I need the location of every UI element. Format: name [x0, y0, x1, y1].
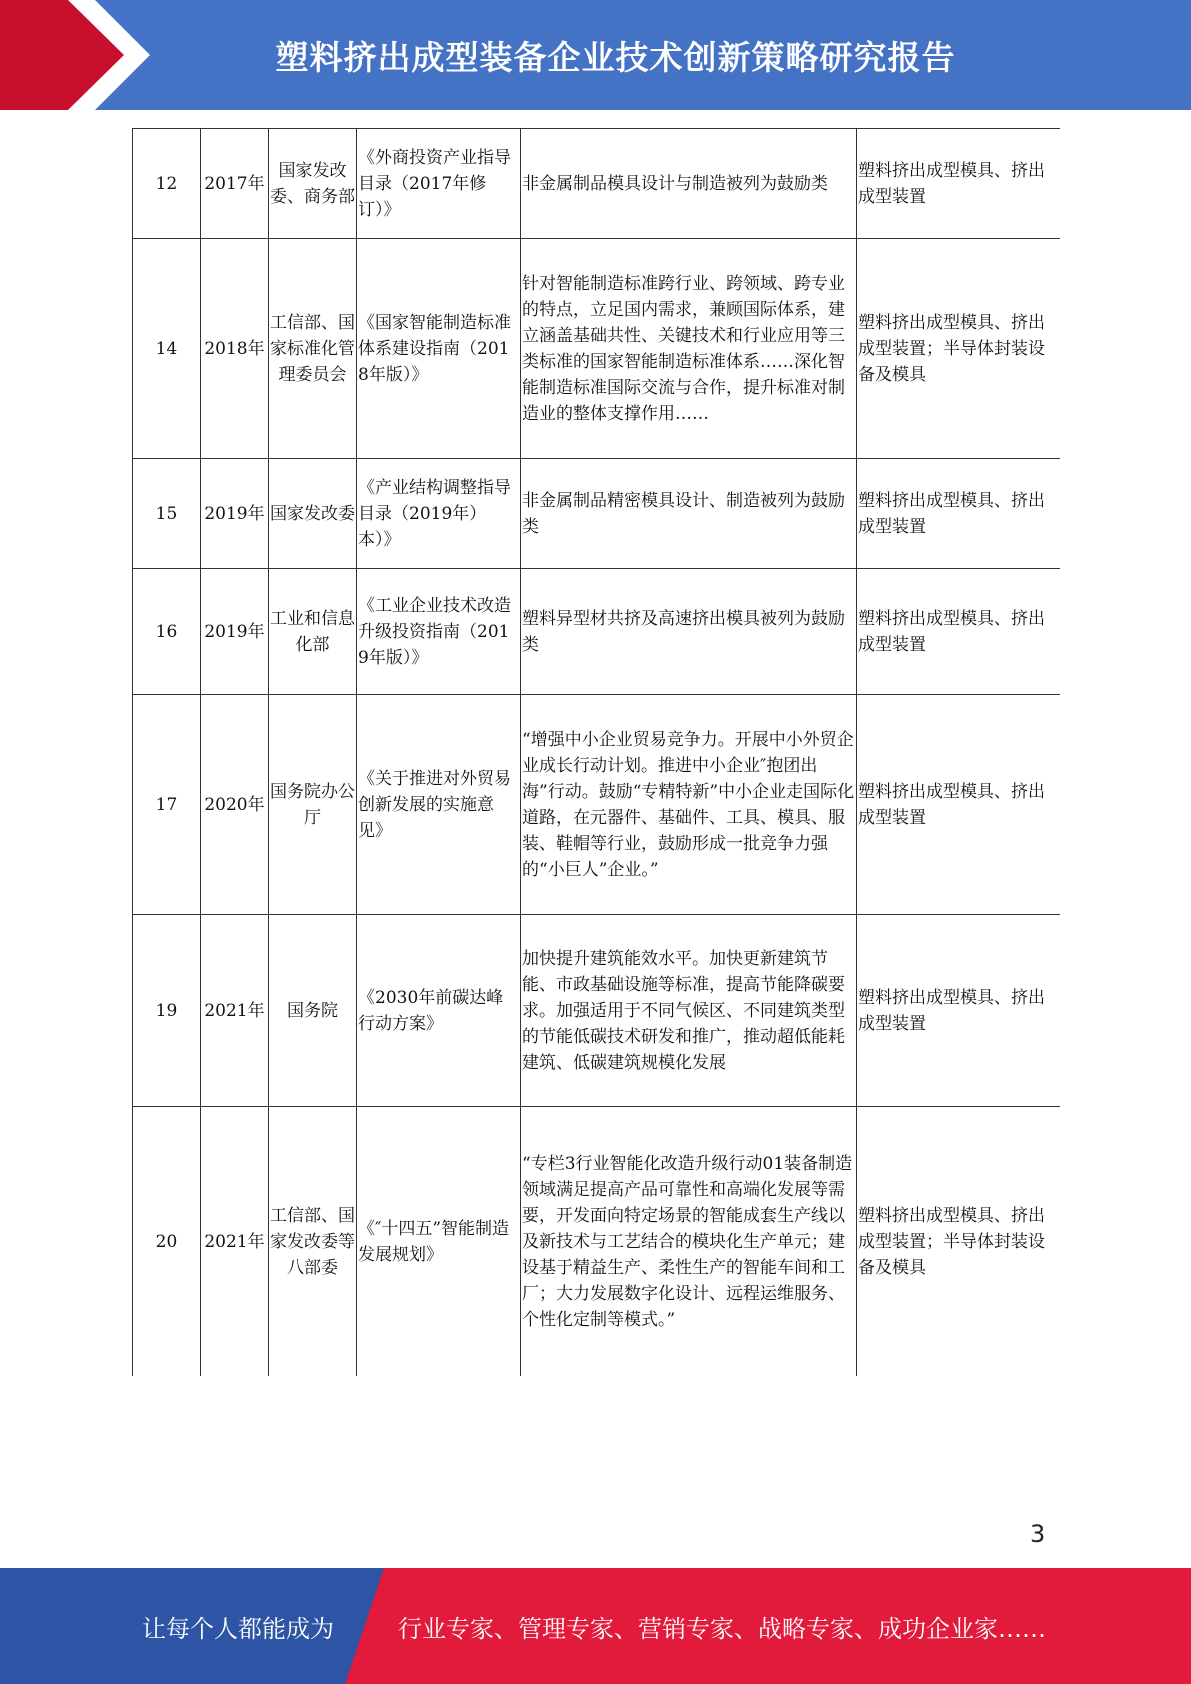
row-content: 针对智能制造标准跨行业、跨领域、跨专业的特点，立足国内需求，兼顾国际体系，建立涵盖基础共性、关键技术和行业应用等三类标准的国家智能制造标准体系……深化智能制造标准国际交流与合作，提升标准对制造业的整体支撑作用……	[521, 239, 857, 459]
row-year: 2021年	[201, 1107, 269, 1377]
row-department: 国务院办公厅	[269, 695, 357, 915]
row-number: 15	[133, 459, 201, 569]
table-row	[133, 129, 1061, 239]
row-department: 工业和信息化部	[269, 569, 357, 695]
table-row	[133, 695, 1061, 915]
row-content: 非金属制品精密模具设计、制造被列为鼓励类	[521, 459, 857, 569]
policy-table-container	[132, 128, 1060, 1376]
row-number: 17	[133, 695, 201, 915]
row-number: 20	[133, 1107, 201, 1377]
table-row	[133, 1107, 1061, 1377]
row-department: 工信部、国家发改委等八部委	[269, 1107, 357, 1377]
row-department: 国务院	[269, 915, 357, 1107]
row-year: 2017年	[201, 129, 269, 239]
footer-slogan-left: 让每个人都能成为	[142, 1614, 334, 1643]
row-document: 《产业结构调整指导目录（2019年）本）》	[357, 459, 521, 569]
row-year: 2020年	[201, 695, 269, 915]
row-document: 《工业企业技术改造升级投资指南（2019年版）》	[357, 569, 521, 695]
row-number: 19	[133, 915, 201, 1107]
row-products: 塑料挤出成型模具、挤出成型装置	[857, 569, 1061, 695]
row-department: 工信部、国家标准化管理委员会	[269, 239, 357, 459]
row-document: 《关于推进对外贸易创新发展的实施意见》	[357, 695, 521, 915]
row-year: 2021年	[201, 915, 269, 1107]
row-products: 塑料挤出成型模具、挤出成型装置	[857, 915, 1061, 1107]
page-header	[0, 0, 1191, 110]
footer-slogan-right: 行业专家、管理专家、营销专家、战略专家、成功企业家……	[398, 1614, 1046, 1643]
row-number: 14	[133, 239, 201, 459]
report-title: 塑料挤出成型装备企业技术创新策略研究报告	[275, 37, 956, 77]
row-content: 塑料异型材共挤及高速挤出模具被列为鼓励类	[521, 569, 857, 695]
row-content: 加快提升建筑能效水平。加快更新建筑节能、市政基础设施等标准，提高节能降碳要求。加强适用于不同气候区、不同建筑类型的节能低碳技术研发和推广，推动超低能耗建筑、低碳建筑规模化发展	[521, 915, 857, 1107]
policy-table	[132, 128, 1060, 1376]
page-footer	[0, 1568, 1191, 1684]
page-number: 3	[1030, 1520, 1046, 1548]
row-content: 非金属制品模具设计与制造被列为鼓励类	[521, 129, 857, 239]
table-row	[133, 915, 1061, 1107]
row-number: 16	[133, 569, 201, 695]
row-year: 2018年	[201, 239, 269, 459]
row-document: 《外商投资产业指导目录（2017年修订）》	[357, 129, 521, 239]
table-row	[133, 569, 1061, 695]
row-number: 12	[133, 129, 201, 239]
row-products: 塑料挤出成型模具、挤出成型装置；半导体封装设备及模具	[857, 1107, 1061, 1377]
row-content: “专栏3行业智能化改造升级行动01装备制造领域满足提高产品可靠性和高端化发展等需要，开发面向特定场景的智能成套生产线以及新技术与工艺结合的模块化生产单元；建设基于精益生产、柔性生产的智能车间和工厂；大力发展数字化设计、远程运维服务、个性化定制等模式。”	[521, 1107, 857, 1377]
table-row	[133, 459, 1061, 569]
row-products: 塑料挤出成型模具、挤出成型装置	[857, 459, 1061, 569]
row-department: 国家发改委、商务部	[269, 129, 357, 239]
row-document: 《国家智能制造标准体系建设指南（2018年版）》	[357, 239, 521, 459]
row-year: 2019年	[201, 569, 269, 695]
row-year: 2019年	[201, 459, 269, 569]
row-department: 国家发改委	[269, 459, 357, 569]
row-products: 塑料挤出成型模具、挤出成型装置；半导体封装设备及模具	[857, 239, 1061, 459]
table-row	[133, 239, 1061, 459]
row-products: 塑料挤出成型模具、挤出成型装置	[857, 129, 1061, 239]
row-products: 塑料挤出成型模具、挤出成型装置	[857, 695, 1061, 915]
row-document: 《″十四五”智能制造发展规划》	[357, 1107, 521, 1377]
row-content: “增强中小企业贸易竞争力。开展中小外贸企业成长行动计划。推进中小企业″抱团出海”行动。鼓励“专精特新”中小企业走国际化道路，在元器件、基础件、工具、模具、服装、鞋帽等行业，鼓励形成一批竞争力强的“小巨人”企业。”	[521, 695, 857, 915]
row-document: 《2030年前碳达峰行动方案》	[357, 915, 521, 1107]
